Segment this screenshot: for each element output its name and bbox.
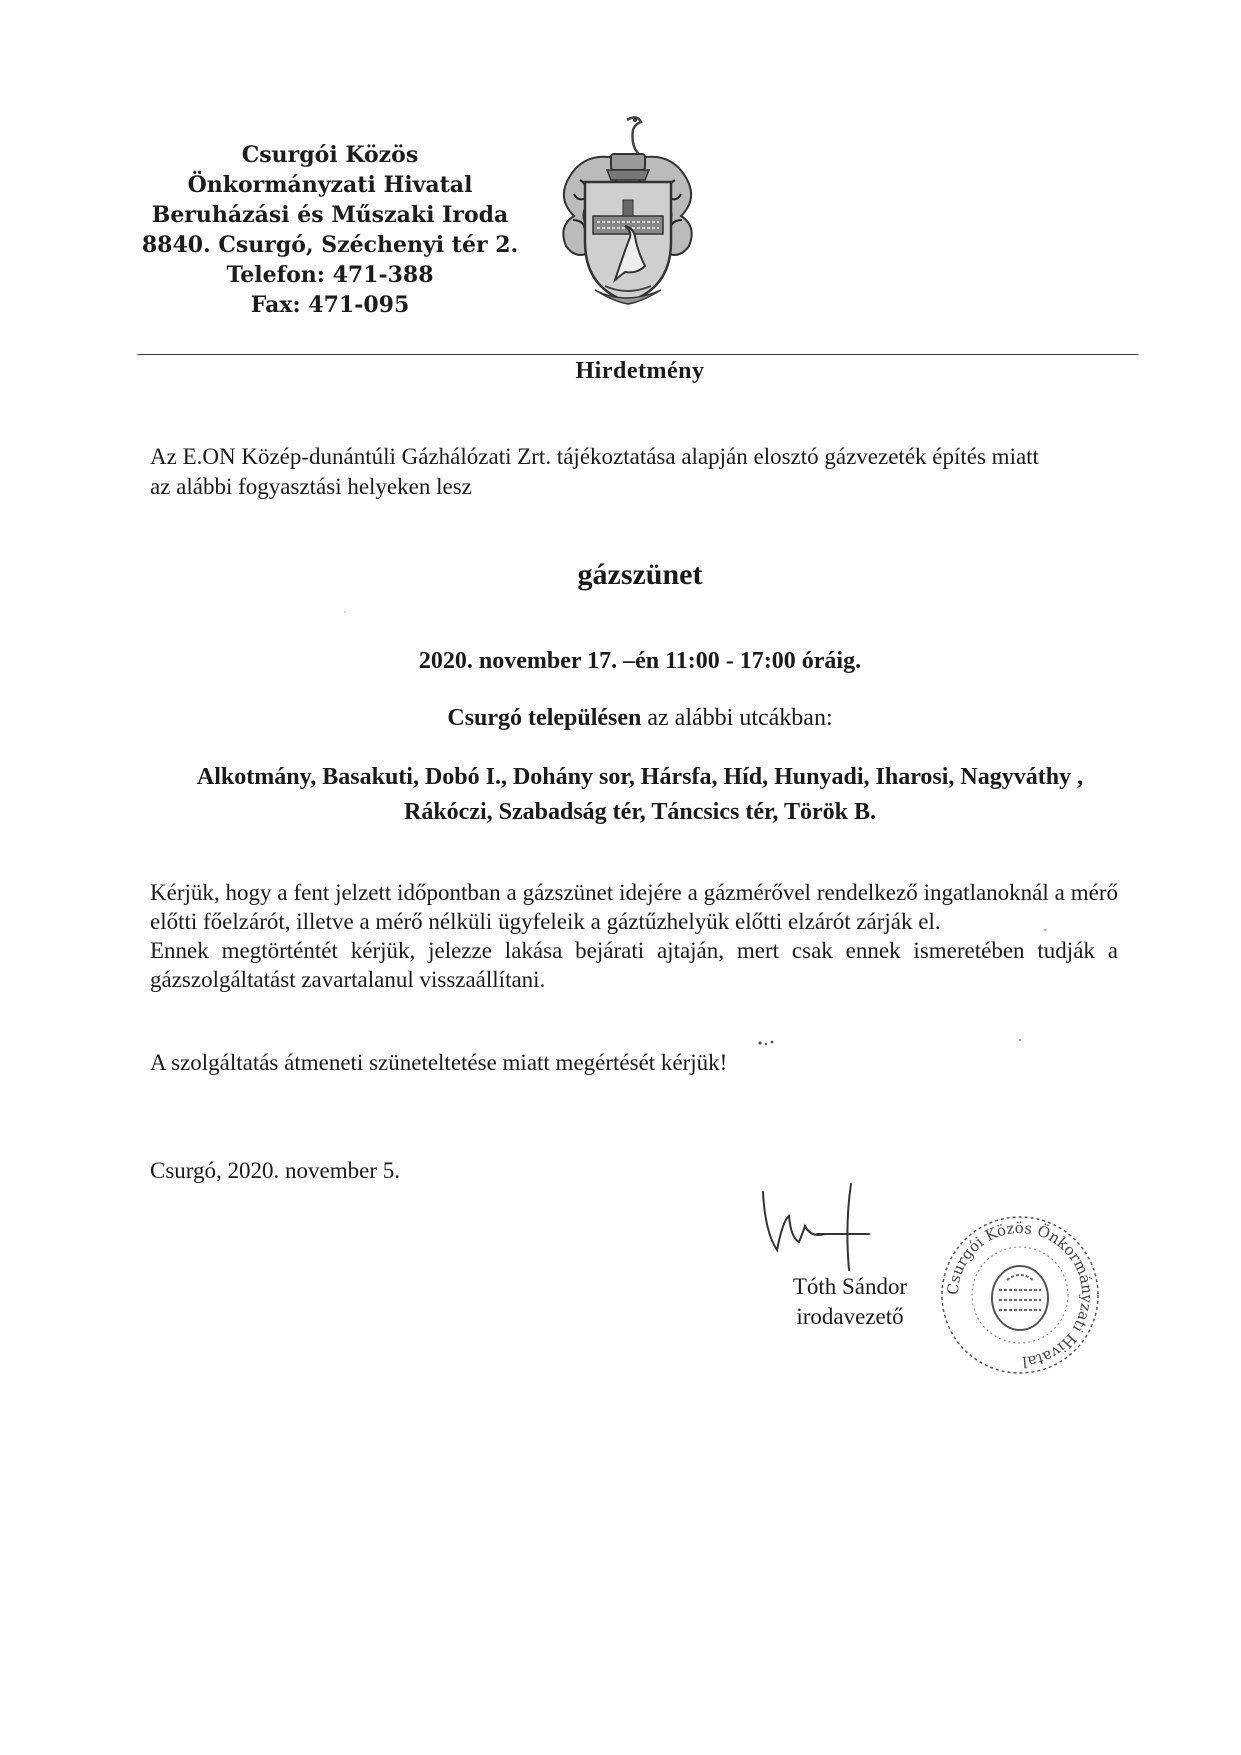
office-header	[140, 140, 520, 320]
instructions-paragraph-1: Kérjük, hogy a fent jelzett időpontban a gázszünet idejére a gázmérővel rendelkező ingatlanoknál a mérő előtti főelzárót, illetve a mérő nélküli ügyfeleik a gáztűzhelyük előtti elzárót zárják el.	[150, 880, 1118, 934]
svg-text:Csurgói Közös Önkormányzati Hi: Csurgói Közös Önkormányzati Hivatal	[943, 1218, 1097, 1372]
street-list-line-1: Alkotmány, Basakuti, Dobó I., Dohány sor, Hársfa, Híd, Hunyadi, Iharosi, Nagyváthy ,	[196, 764, 1084, 790]
intro-paragraph	[150, 442, 1130, 502]
instructions-paragraph-2: Ennek megtörténtét kérjük, jelezze lakása bejárati ajtaján, mert csak ennek ismeretében tudják a gázszolgáltatást zavartalanul visszaállítani.	[150, 938, 1118, 992]
header-line-phone: Telefon: 471-388	[226, 262, 434, 288]
notice-word: gázszünet	[577, 558, 703, 591]
header-line-office-name-1: Csurgói Közös	[241, 142, 419, 168]
official-stamp-icon	[935, 1210, 1105, 1380]
signer-name: Tóth Sándor	[792, 1274, 908, 1299]
intro-line-2: az alábbi fogyasztási helyeken lesz	[150, 474, 472, 499]
outage-date-line: 2020. november 17. –én 11:00 - 17:00 óráig.	[418, 648, 862, 674]
intro-line-1: Az E.ON Közép-dunántúli Gázhálózati Zrt. tájékoztatása alapján elosztó gázvezeték építés miatt	[150, 444, 1039, 469]
header-line-address: 8840. Csurgó, Széchenyi tér 2.	[141, 232, 519, 258]
signer-role: irodavezető	[796, 1304, 904, 1329]
handwritten-signature	[755, 1180, 915, 1280]
place-and-date: Csurgó, 2020. november 5.	[150, 1158, 401, 1183]
header-line-fax: Fax: 471-095	[250, 292, 410, 318]
place-rest: az alábbi utcákban:	[641, 705, 833, 731]
header-line-office-name-2: Önkormányzati Hivatal	[187, 172, 473, 198]
header-divider	[138, 354, 1138, 355]
place-name: Csurgó településen	[447, 705, 642, 731]
header-line-department: Beruházási és Műszaki Iroda	[151, 202, 509, 228]
closing-sentence: A szolgáltatás átmeneti szüneteltetése miatt megértését kérjük!	[150, 1050, 728, 1075]
instructions	[150, 878, 1118, 994]
outage-place-line	[140, 705, 1140, 732]
street-list	[140, 760, 1140, 830]
street-list-line-2: Rákóczi, Szabadság tér, Táncsics tér, Török B.	[403, 799, 877, 825]
signer-block	[770, 1272, 930, 1332]
coat-of-arms-icon	[535, 110, 720, 310]
document-title: Hirdetmény	[575, 358, 705, 384]
